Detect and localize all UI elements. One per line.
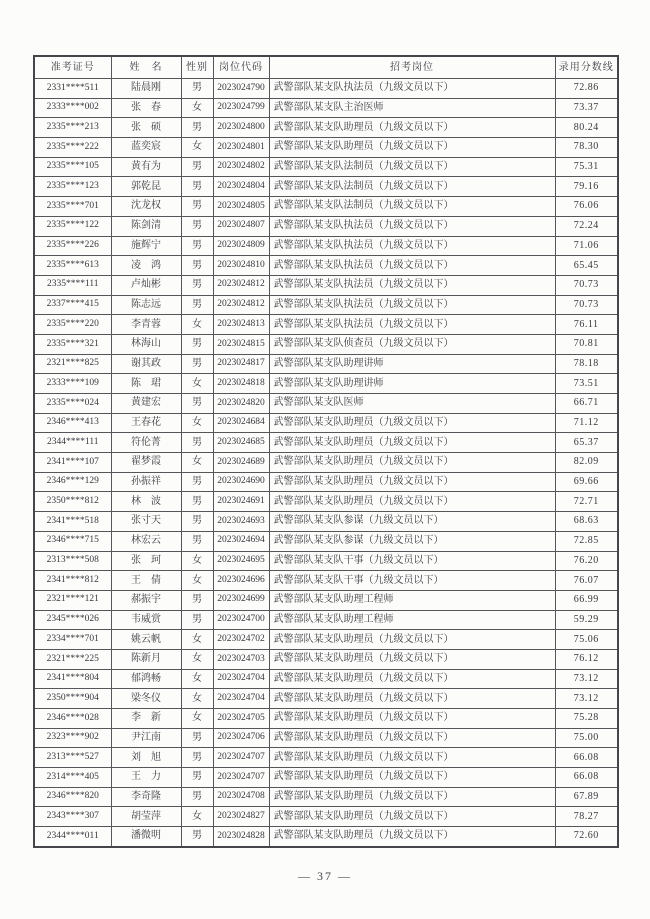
cell-position-title: 武警部队某支队医师	[269, 394, 555, 414]
cell-score: 73.37	[555, 98, 618, 118]
table-row	[34, 827, 618, 847]
cell-position-code: 2023024805	[213, 197, 269, 217]
table-row	[34, 630, 618, 650]
cell-gender: 男	[181, 492, 213, 512]
cell-score: 76.12	[555, 649, 618, 669]
cell-position-code: 2023024706	[213, 728, 269, 748]
cell-position-code: 2023024799	[213, 98, 269, 118]
cell-position-code: 2023024813	[213, 315, 269, 335]
cell-position-title: 武警部队某支队助理员（九级文员以下）	[269, 827, 555, 847]
cell-position-title: 武警部队某支队干事（九级文员以下）	[269, 551, 555, 571]
cell-ticket-number: 2346****820	[34, 787, 111, 807]
cell-position-code: 2023024695	[213, 551, 269, 571]
cell-score: 73.12	[555, 689, 618, 709]
cell-name: 陈剑清	[111, 216, 181, 236]
cell-position-title: 武警部队某支队执法员（九级文员以下）	[269, 295, 555, 315]
cell-position-code: 2023024689	[213, 453, 269, 473]
cell-position-code: 2023024790	[213, 79, 269, 99]
cell-score: 69.66	[555, 472, 618, 492]
cell-name: 姚云帆	[111, 630, 181, 650]
page-number: — 37 —	[298, 869, 352, 883]
cell-gender: 女	[181, 315, 213, 335]
cell-gender: 男	[181, 768, 213, 788]
cell-position-title: 武警部队某支队助理员（九级文员以下）	[269, 709, 555, 729]
cell-name: 尹江南	[111, 728, 181, 748]
cell-score: 66.71	[555, 394, 618, 414]
cell-ticket-number: 2341****518	[34, 512, 111, 532]
cell-score: 79.16	[555, 177, 618, 197]
cell-score: 72.60	[555, 827, 618, 847]
column-header-gender: 性别	[181, 56, 213, 79]
cell-position-code: 2023024820	[213, 394, 269, 414]
table-row	[34, 394, 618, 414]
cell-score: 76.06	[555, 197, 618, 217]
cell-position-code: 2023024828	[213, 827, 269, 847]
cell-position-title: 武警部队某支队助理员（九级文员以下）	[269, 138, 555, 158]
cell-gender: 女	[181, 630, 213, 650]
cell-ticket-number: 2335****024	[34, 394, 111, 414]
cell-position-code: 2023024696	[213, 571, 269, 591]
cell-gender: 女	[181, 98, 213, 118]
cell-ticket-number: 2313****527	[34, 748, 111, 768]
table-row	[34, 216, 618, 236]
cell-score: 76.11	[555, 315, 618, 335]
cell-ticket-number: 2333****109	[34, 374, 111, 394]
cell-position-title: 武警部队某支队助理员（九级文员以下）	[269, 630, 555, 650]
table-row	[34, 98, 618, 118]
cell-position-code: 2023024684	[213, 413, 269, 433]
cell-position-code: 2023024800	[213, 118, 269, 138]
cell-ticket-number: 2350****904	[34, 689, 111, 709]
cell-position-code: 2023024810	[213, 256, 269, 276]
table-row	[34, 374, 618, 394]
table-row	[34, 748, 618, 768]
cell-name: 陈新月	[111, 649, 181, 669]
cell-position-code: 2023024704	[213, 689, 269, 709]
cell-position-code: 2023024802	[213, 157, 269, 177]
table-row	[34, 275, 618, 295]
cell-position-code: 2023024809	[213, 236, 269, 256]
cell-ticket-number: 2335****220	[34, 315, 111, 335]
table-row	[34, 256, 618, 276]
table-row	[34, 157, 618, 177]
cell-gender: 女	[181, 669, 213, 689]
cell-gender: 女	[181, 689, 213, 709]
cell-score: 71.06	[555, 236, 618, 256]
cell-name: 李青蓉	[111, 315, 181, 335]
cell-gender: 男	[181, 236, 213, 256]
cell-gender: 男	[181, 590, 213, 610]
cell-gender: 女	[181, 374, 213, 394]
cell-name: 翟梦霞	[111, 453, 181, 473]
cell-score: 75.00	[555, 728, 618, 748]
cell-ticket-number: 2321****825	[34, 354, 111, 374]
cell-position-code: 2023024700	[213, 610, 269, 630]
table-row	[34, 295, 618, 315]
cell-ticket-number: 2346****413	[34, 413, 111, 433]
cell-name: 王 倩	[111, 571, 181, 591]
cell-position-title: 武警部队某支队助理员（九级文员以下）	[269, 472, 555, 492]
cell-name: 郭乾昆	[111, 177, 181, 197]
cell-position-title: 武警部队某支队法制员（九级文员以下）	[269, 197, 555, 217]
cell-name: 郝振宇	[111, 590, 181, 610]
cell-ticket-number: 2335****122	[34, 216, 111, 236]
cell-position-code: 2023024694	[213, 531, 269, 551]
cell-score: 68.63	[555, 512, 618, 532]
table-row	[34, 512, 618, 532]
cell-ticket-number: 2335****123	[34, 177, 111, 197]
cell-gender: 男	[181, 118, 213, 138]
cell-position-code: 2023024812	[213, 295, 269, 315]
cell-position-code: 2023024705	[213, 709, 269, 729]
cell-name: 黄建宏	[111, 394, 181, 414]
cell-ticket-number: 2335****222	[34, 138, 111, 158]
table-row	[34, 709, 618, 729]
cell-name: 沈龙权	[111, 197, 181, 217]
cell-score: 67.89	[555, 787, 618, 807]
cell-position-title: 武警部队某支队侦查员（九级文员以下）	[269, 334, 555, 354]
cell-ticket-number: 2345****026	[34, 610, 111, 630]
cell-position-code: 2023024703	[213, 649, 269, 669]
cell-gender: 男	[181, 295, 213, 315]
cell-name: 梁冬仪	[111, 689, 181, 709]
results-table	[33, 55, 619, 848]
cell-position-code: 2023024801	[213, 138, 269, 158]
cell-score: 65.45	[555, 256, 618, 276]
cell-position-title: 武警部队某支队参谋（九级文员以下）	[269, 531, 555, 551]
cell-gender: 男	[181, 531, 213, 551]
table-row	[34, 689, 618, 709]
results-table-header	[34, 56, 618, 79]
cell-name: 李 新	[111, 709, 181, 729]
cell-name: 王 力	[111, 768, 181, 788]
cell-ticket-number: 2321****121	[34, 590, 111, 610]
table-row	[34, 236, 618, 256]
table-row	[34, 197, 618, 217]
cell-position-code: 2023024817	[213, 354, 269, 374]
cell-position-code: 2023024702	[213, 630, 269, 650]
cell-ticket-number: 2335****613	[34, 256, 111, 276]
cell-name: 李奇隆	[111, 787, 181, 807]
cell-gender: 男	[181, 256, 213, 276]
cell-ticket-number: 2341****804	[34, 669, 111, 689]
cell-name: 林 波	[111, 492, 181, 512]
cell-ticket-number: 2344****011	[34, 827, 111, 847]
table-row	[34, 571, 618, 591]
cell-ticket-number: 2346****715	[34, 531, 111, 551]
cell-score: 73.12	[555, 669, 618, 689]
cell-ticket-number: 2335****321	[34, 334, 111, 354]
cell-score: 59.29	[555, 610, 618, 630]
cell-position-title: 武警部队某支队助理员（九级文员以下）	[269, 748, 555, 768]
cell-score: 70.73	[555, 295, 618, 315]
table-row	[34, 787, 618, 807]
cell-score: 72.85	[555, 531, 618, 551]
cell-gender: 男	[181, 275, 213, 295]
cell-position-code: 2023024693	[213, 512, 269, 532]
cell-score: 66.08	[555, 748, 618, 768]
cell-position-title: 武警部队某支队助理讲师	[269, 354, 555, 374]
cell-position-code: 2023024690	[213, 472, 269, 492]
cell-name: 潘微明	[111, 827, 181, 847]
cell-ticket-number: 2341****812	[34, 571, 111, 591]
table-row	[34, 453, 618, 473]
cell-position-title: 武警部队某支队助理员（九级文员以下）	[269, 787, 555, 807]
cell-position-title: 武警部队某支队助理工程师	[269, 590, 555, 610]
cell-name: 孙振祥	[111, 472, 181, 492]
cell-gender: 女	[181, 709, 213, 729]
cell-score: 78.30	[555, 138, 618, 158]
cell-ticket-number: 2335****213	[34, 118, 111, 138]
table-row	[34, 590, 618, 610]
header-row	[34, 56, 618, 79]
cell-gender: 男	[181, 354, 213, 374]
cell-position-code: 2023024707	[213, 748, 269, 768]
table-row	[34, 472, 618, 492]
cell-gender: 男	[181, 728, 213, 748]
cell-name: 谢其政	[111, 354, 181, 374]
cell-name: 陈志远	[111, 295, 181, 315]
cell-score: 70.81	[555, 334, 618, 354]
cell-position-title: 武警部队某支队助理员（九级文员以下）	[269, 433, 555, 453]
cell-name: 陆晨刚	[111, 79, 181, 99]
cell-score: 78.18	[555, 354, 618, 374]
cell-position-code: 2023024704	[213, 669, 269, 689]
cell-name: 张寸天	[111, 512, 181, 532]
cell-ticket-number: 2346****028	[34, 709, 111, 729]
cell-position-title: 武警部队某支队助理讲师	[269, 374, 555, 394]
cell-position-code: 2023024685	[213, 433, 269, 453]
table-row	[34, 649, 618, 669]
table-row	[34, 669, 618, 689]
table-row	[34, 807, 618, 827]
cell-position-title: 武警部队某支队助理员（九级文员以下）	[269, 413, 555, 433]
table-row	[34, 315, 618, 335]
cell-name: 林宏云	[111, 531, 181, 551]
column-header-score-line: 录用分数线	[555, 56, 618, 79]
cell-gender: 女	[181, 649, 213, 669]
cell-name: 黄有为	[111, 157, 181, 177]
cell-score: 80.24	[555, 118, 618, 138]
column-header-ticket-number: 准考证号	[34, 56, 111, 79]
cell-position-code: 2023024699	[213, 590, 269, 610]
cell-name: 张 硕	[111, 118, 181, 138]
cell-position-title: 武警部队某支队助理员（九级文员以下）	[269, 649, 555, 669]
cell-position-code: 2023024812	[213, 275, 269, 295]
cell-ticket-number: 2344****111	[34, 433, 111, 453]
cell-position-code: 2023024691	[213, 492, 269, 512]
cell-position-title: 武警部队某支队助理工程师	[269, 610, 555, 630]
cell-gender: 男	[181, 512, 213, 532]
cell-score: 75.06	[555, 630, 618, 650]
cell-score: 76.20	[555, 551, 618, 571]
cell-gender: 男	[181, 433, 213, 453]
table-row	[34, 433, 618, 453]
cell-position-code: 2023024804	[213, 177, 269, 197]
cell-ticket-number: 2346****129	[34, 472, 111, 492]
cell-score: 78.27	[555, 807, 618, 827]
cell-name: 郁鸿畅	[111, 669, 181, 689]
cell-position-title: 武警部队某支队执法员（九级文员以下）	[269, 79, 555, 99]
cell-gender: 男	[181, 334, 213, 354]
cell-position-code: 2023024807	[213, 216, 269, 236]
cell-ticket-number: 2313****508	[34, 551, 111, 571]
cell-ticket-number: 2350****812	[34, 492, 111, 512]
table-row	[34, 768, 618, 788]
column-header-position-title: 招考岗位	[269, 56, 555, 79]
cell-name: 符伦菁	[111, 433, 181, 453]
cell-score: 65.37	[555, 433, 618, 453]
cell-ticket-number: 2335****111	[34, 275, 111, 295]
cell-gender: 女	[181, 138, 213, 158]
cell-position-title: 武警部队某支队执法员（九级文员以下）	[269, 315, 555, 335]
cell-score: 71.12	[555, 413, 618, 433]
cell-position-title: 武警部队某支队干事（九级文员以下）	[269, 571, 555, 591]
cell-position-title: 武警部队某支队法制员（九级文员以下）	[269, 177, 555, 197]
cell-gender: 女	[181, 551, 213, 571]
cell-name: 张 珂	[111, 551, 181, 571]
cell-score: 72.86	[555, 79, 618, 99]
table-row	[34, 610, 618, 630]
cell-position-title: 武警部队某支队参谋（九级文员以下）	[269, 512, 555, 532]
cell-gender: 男	[181, 748, 213, 768]
cell-score: 70.73	[555, 275, 618, 295]
cell-gender: 男	[181, 610, 213, 630]
cell-position-title: 武警部队某支队助理员（九级文员以下）	[269, 807, 555, 827]
table-row	[34, 79, 618, 99]
cell-position-code: 2023024707	[213, 768, 269, 788]
cell-gender: 男	[181, 394, 213, 414]
cell-position-code: 2023024708	[213, 787, 269, 807]
cell-position-code: 2023024815	[213, 334, 269, 354]
cell-position-code: 2023024818	[213, 374, 269, 394]
cell-gender: 男	[181, 787, 213, 807]
table-row	[34, 354, 618, 374]
cell-gender: 男	[181, 157, 213, 177]
results-table-body	[34, 79, 618, 847]
cell-position-title: 武警部队某支队主治医师	[269, 98, 555, 118]
cell-score: 72.24	[555, 216, 618, 236]
cell-ticket-number: 2337****415	[34, 295, 111, 315]
cell-position-title: 武警部队某支队助理员（九级文员以下）	[269, 669, 555, 689]
table-row	[34, 492, 618, 512]
cell-name: 张 春	[111, 98, 181, 118]
cell-position-title: 武警部队某支队执法员（九级文员以下）	[269, 236, 555, 256]
cell-position-title: 武警部队某支队执法员（九级文员以下）	[269, 275, 555, 295]
cell-name: 林海山	[111, 334, 181, 354]
cell-ticket-number: 2335****701	[34, 197, 111, 217]
cell-name: 卢灿彬	[111, 275, 181, 295]
column-header-position-code: 岗位代码	[213, 56, 269, 79]
cell-ticket-number: 2335****226	[34, 236, 111, 256]
cell-score: 75.28	[555, 709, 618, 729]
cell-position-title: 武警部队某支队执法员（九级文员以下）	[269, 216, 555, 236]
table-row	[34, 334, 618, 354]
cell-ticket-number: 2343****307	[34, 807, 111, 827]
cell-score: 75.31	[555, 157, 618, 177]
table-row	[34, 177, 618, 197]
cell-ticket-number: 2334****701	[34, 630, 111, 650]
cell-gender: 男	[181, 79, 213, 99]
cell-score: 76.07	[555, 571, 618, 591]
cell-name: 施辉宁	[111, 236, 181, 256]
cell-gender: 女	[181, 807, 213, 827]
cell-ticket-number: 2323****902	[34, 728, 111, 748]
cell-position-title: 武警部队某支队法制员（九级文员以下）	[269, 157, 555, 177]
cell-position-title: 武警部队某支队助理员（九级文员以下）	[269, 118, 555, 138]
cell-position-title: 武警部队某支队执法员（九级文员以下）	[269, 256, 555, 276]
cell-name: 韦威赏	[111, 610, 181, 630]
cell-ticket-number: 2331****511	[34, 79, 111, 99]
cell-position-title: 武警部队某支队助理员（九级文员以下）	[269, 492, 555, 512]
cell-position-title: 武警部队某支队助理员（九级文员以下）	[269, 768, 555, 788]
cell-gender: 男	[181, 827, 213, 847]
cell-position-code: 2023024827	[213, 807, 269, 827]
cell-position-title: 武警部队某支队助理员（九级文员以下）	[269, 728, 555, 748]
cell-ticket-number: 2314****405	[34, 768, 111, 788]
cell-name: 王春花	[111, 413, 181, 433]
cell-position-title: 武警部队某支队助理员（九级文员以下）	[269, 453, 555, 473]
cell-name: 蓝奕宸	[111, 138, 181, 158]
cell-gender: 女	[181, 571, 213, 591]
cell-score: 82.09	[555, 453, 618, 473]
cell-gender: 男	[181, 472, 213, 492]
cell-name: 陈 珺	[111, 374, 181, 394]
cell-ticket-number: 2335****105	[34, 157, 111, 177]
cell-ticket-number: 2333****002	[34, 98, 111, 118]
cell-gender: 女	[181, 413, 213, 433]
cell-name: 凌 鸿	[111, 256, 181, 276]
cell-name: 胡莹萍	[111, 807, 181, 827]
cell-ticket-number: 2341****107	[34, 453, 111, 473]
table-row	[34, 551, 618, 571]
cell-name: 刘 旭	[111, 748, 181, 768]
table-row	[34, 138, 618, 158]
cell-score: 66.08	[555, 768, 618, 788]
cell-score: 73.51	[555, 374, 618, 394]
cell-gender: 男	[181, 216, 213, 236]
column-header-name: 姓 名	[111, 56, 181, 79]
cell-gender: 男	[181, 197, 213, 217]
table-row	[34, 118, 618, 138]
table-row	[34, 728, 618, 748]
cell-position-title: 武警部队某支队助理员（九级文员以下）	[269, 689, 555, 709]
cell-gender: 女	[181, 453, 213, 473]
table-row	[34, 531, 618, 551]
cell-ticket-number: 2321****225	[34, 649, 111, 669]
cell-gender: 男	[181, 177, 213, 197]
cell-score: 66.99	[555, 590, 618, 610]
table-row	[34, 413, 618, 433]
cell-score: 72.71	[555, 492, 618, 512]
